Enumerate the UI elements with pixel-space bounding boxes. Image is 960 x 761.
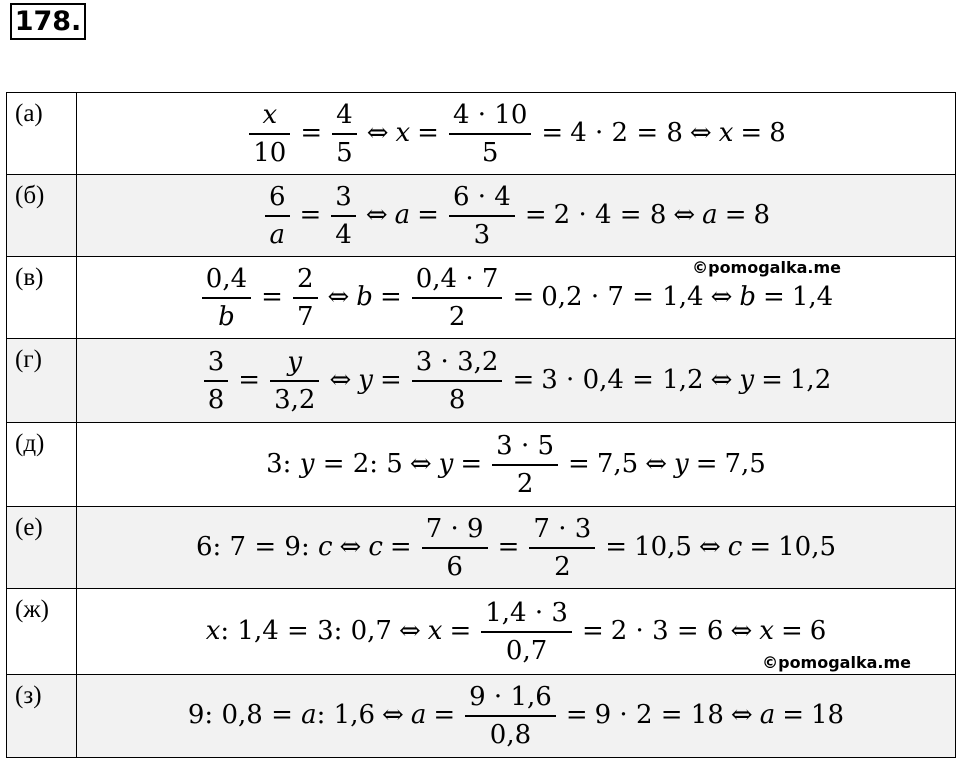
table-row (7, 589, 956, 675)
fraction: $\frac{3 \cdot 5}{2}$ (492, 428, 558, 502)
row-label: (б) (7, 175, 77, 257)
fraction: $\frac{3}{4}$ (331, 179, 356, 253)
equation: $\frac{x}{10}$ = $\frac{4}{5}$ ⇔ x = $\frac{4 \cdot 10}{5}$ = 4 · 2 = 8 ⇔ x = 8 (246, 97, 785, 171)
equation: x: 1,4 = 3: 0,7 ⇔ x = $\frac{1,4 \cdot 3}{0,7}$ = 2 · 3 = 6 ⇔ x = 6 (206, 595, 827, 669)
fraction: $\frac{6}{a}$ (265, 179, 290, 253)
table-row (7, 257, 956, 339)
equation: 9: 0,8 = a: 1,6 ⇔ a = $\frac{9 \cdot 1,6}{0,8}$ = 9 · 2 = 18 ⇔ a = 18 (188, 679, 844, 753)
row-label: (д) (7, 423, 77, 507)
row-label: (в) (7, 257, 77, 339)
table-row (7, 93, 956, 175)
row-label: (е) (7, 507, 77, 589)
fraction: $\frac{3}{8}$ (204, 344, 229, 418)
equation-cell (77, 257, 956, 339)
table-row (7, 175, 956, 257)
fraction: $\frac{4 \cdot 10}{5}$ (449, 97, 531, 171)
table-row (7, 507, 956, 589)
equation: $\frac{6}{a}$ = $\frac{3}{4}$ ⇔ a = $\frac{6 \cdot 4}{3}$ = 2 · 4 = 8 ⇔ a = 8 (262, 179, 770, 253)
fraction: $\frac{1,4 \cdot 3}{0,7}$ (481, 595, 572, 669)
equation-cell (77, 589, 956, 675)
fraction: $\frac{y}{3,2}$ (270, 344, 319, 418)
fraction: $\frac{4}{5}$ (332, 97, 357, 171)
row-label: (г) (7, 339, 77, 423)
fraction: $\frac{9 \cdot 1,6}{0,8}$ (465, 679, 556, 753)
fraction: $\frac{0,4}{b}$ (202, 261, 251, 335)
row-label: (ж) (7, 589, 77, 675)
fraction: $\frac{x}{10}$ (249, 97, 290, 171)
equation-cell (77, 507, 956, 589)
table-row (7, 423, 956, 507)
table-row (7, 339, 956, 423)
equation: 3: y = 2: 5 ⇔ y = $\frac{3 \cdot 5}{2}$ = 7,5 ⇔ y = 7,5 (266, 428, 766, 502)
equation-cell (77, 93, 956, 175)
equation: $\frac{3}{8}$ = $\frac{y}{3,2}$ ⇔ y = $\frac{3 \cdot 3,2}{8}$ = 3 · 0,4 = 1,2 ⇔ y = 1,2 (201, 344, 832, 418)
equation: $\frac{0,4}{b}$ = $\frac{2}{7}$ ⇔ b = $\frac{0,4 \cdot 7}{2}$ = 0,2 · 7 = 1,4 ⇔ b = 1,4 (199, 261, 833, 335)
problem-number: 178. (10, 3, 86, 40)
fraction: $\frac{0,4 \cdot 7}{2}$ (412, 261, 503, 335)
watermark: ©pomogalka.me (762, 653, 911, 672)
fraction: $\frac{7 \cdot 3}{2}$ (529, 511, 595, 585)
row-label: (а) (7, 93, 77, 175)
fraction: $\frac{6 \cdot 4}{3}$ (449, 179, 515, 253)
equation-cell (77, 423, 956, 507)
watermark: ©pomogalka.me (692, 258, 841, 277)
fraction: $\frac{3 \cdot 3,2}{8}$ (412, 344, 503, 418)
solutions-table (6, 92, 956, 758)
equation-cell (77, 175, 956, 257)
table-row (7, 675, 956, 758)
equation-cell (77, 339, 956, 423)
equation: 6: 7 = 9: c ⇔ c = $\frac{7 \cdot 9}{6}$ = $\frac{7 \cdot 3}{2}$ = 10,5 ⇔ c = 10,5 (196, 511, 836, 585)
row-label: (з) (7, 675, 77, 758)
fraction: $\frac{7 \cdot 9}{6}$ (422, 511, 488, 585)
fraction: $\frac{2}{7}$ (293, 261, 318, 335)
equation-cell (77, 675, 956, 758)
